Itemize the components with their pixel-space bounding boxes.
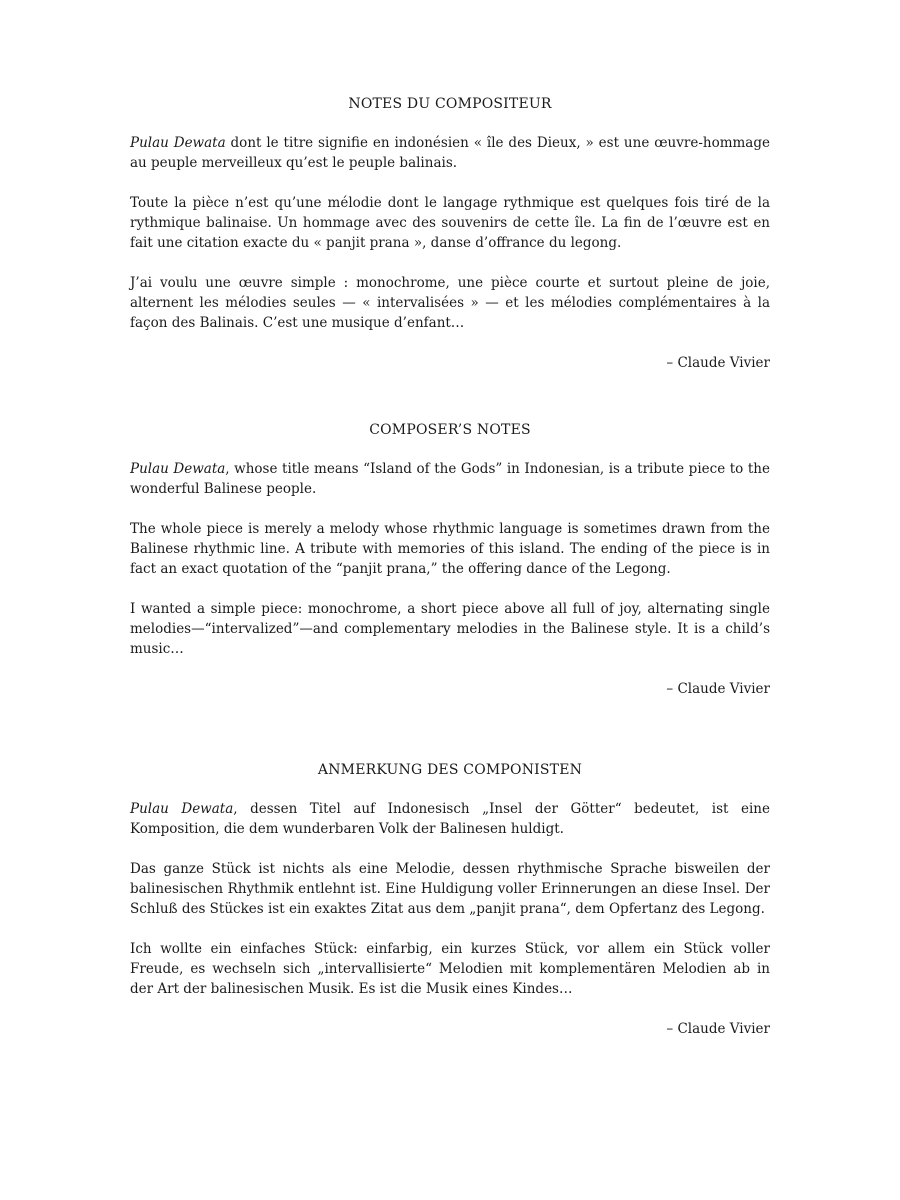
paragraph-text: , dessen Titel auf Indonesisch „Insel der Götter“ bedeutet, ist eine Komposition, die dem wunderbaren Volk der Balinesen huldigt. bbox=[130, 801, 770, 837]
paragraph bbox=[130, 599, 770, 659]
paragraph bbox=[130, 133, 770, 173]
paragraph bbox=[130, 273, 770, 333]
section-title: COMPOSER’S NOTES bbox=[369, 422, 531, 438]
paragraph-text: , whose title means “Island of the Gods” in Indonesian, is a tribute piece to the wonderful Balinese people. bbox=[130, 461, 770, 497]
paragraph bbox=[130, 193, 770, 253]
paragraph-text: Ich wollte ein einfaches Stück: einfarbig, ein kurzes Stück, vor allem ein Stück voller Freude, es wechseln sich „intervallisierte“ Melodien mit komplementären Melodien ab in der Art der balinesischen Musik. Es ist die Musik eines Kindes… bbox=[130, 941, 770, 997]
paragraph bbox=[130, 459, 770, 499]
signature: – Claude Vivier bbox=[666, 681, 770, 697]
paragraph-text: I wanted a simple piece: monochrome, a short piece above all full of joy, alternating single melodies—“intervalized”—and complementary melodies in the Balinese style. It is a child’s music… bbox=[130, 601, 770, 657]
section-german bbox=[130, 762, 770, 1039]
section-french bbox=[130, 96, 770, 373]
paragraph bbox=[130, 519, 770, 579]
signature: – Claude Vivier bbox=[666, 355, 770, 371]
paragraph-text: The whole piece is merely a melody whose rhythmic language is sometimes drawn from the Balinese rhythmic line. A tribute with memories of this island. The ending of the piece is in fact an exact quotation of the “panjit prana,” the offering dance of the Legong. bbox=[130, 521, 770, 577]
section-title: NOTES DU COMPOSITEUR bbox=[348, 96, 552, 112]
section-english bbox=[130, 422, 770, 699]
paragraph-text: J’ai voulu une œuvre simple : monochrome, une pièce courte et surtout pleine de joie, alternent les mélodies seules — « intervalisées » — et les mélodies complémentaires à la façon des Balinais. C’est une musique d’enfant… bbox=[130, 275, 770, 331]
work-title: Pulau Dewata bbox=[130, 461, 226, 477]
paragraph-text: dont le titre signifie en indonésien « île des Dieux, » est une œuvre-hommage au peuple merveilleux qu’est le peuple balinais. bbox=[130, 135, 770, 171]
paragraph bbox=[130, 799, 770, 839]
paragraph-text: Das ganze Stück ist nichts als eine Melodie, dessen rhythmische Sprache bisweilen der balinesischen Rhythmik entlehnt ist. Eine Huldigung voller Erinnerungen an diese Insel. Der Schluß des Stückes ist ein exaktes Zitat aus dem „panjit prana“, dem Opfertanz des Legong. bbox=[130, 861, 770, 917]
paragraph bbox=[130, 939, 770, 999]
signature: – Claude Vivier bbox=[666, 1021, 770, 1037]
work-title: Pulau Dewata bbox=[130, 801, 234, 817]
paragraph bbox=[130, 859, 770, 919]
section-title: ANMERKUNG DES COMPONISTEN bbox=[317, 762, 583, 778]
work-title: Pulau Dewata bbox=[130, 135, 226, 151]
paragraph-text: Toute la pièce n’est qu’une mélodie dont le langage rythmique est quelques fois tiré de la rythmique balinaise. Un hommage avec des souvenirs de cette île. La fin de l’œuvre est en fait une citation exacte du « panjit prana », danse d’offrance du legong. bbox=[130, 195, 770, 251]
